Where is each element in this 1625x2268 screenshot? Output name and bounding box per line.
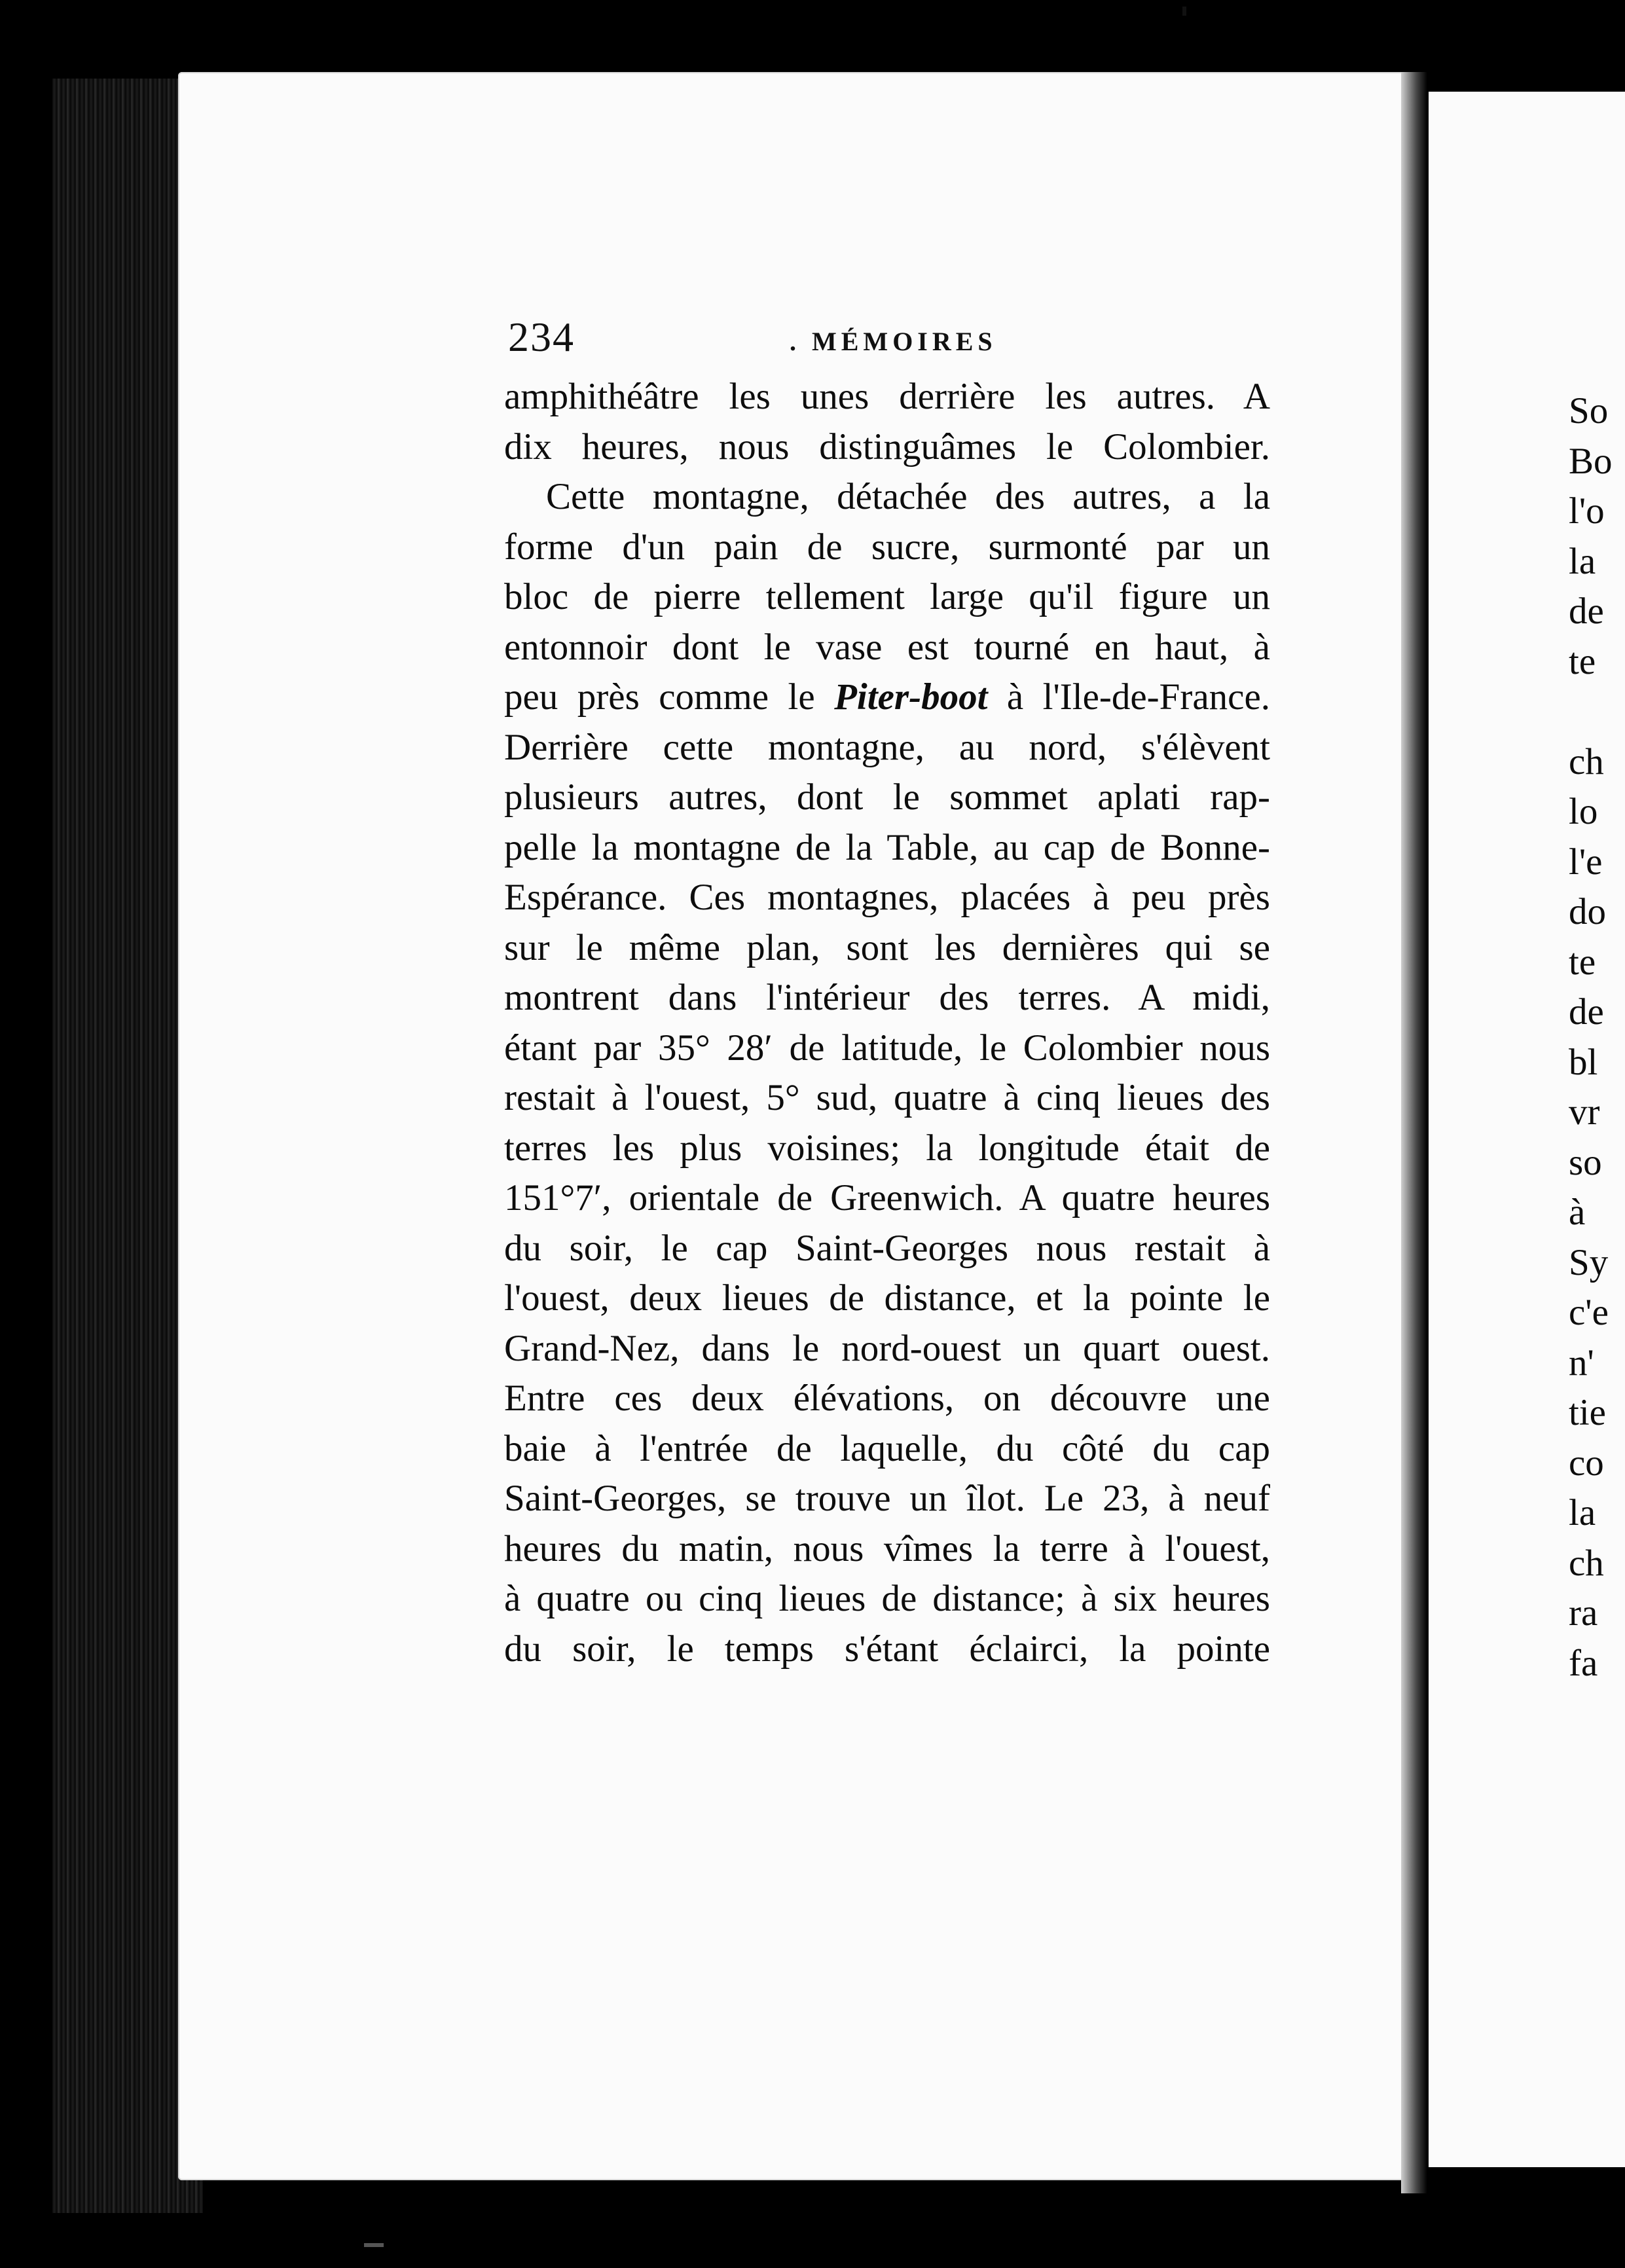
text-line: plusieurs autres, dont le sommet aplati rap- [504, 777, 1270, 818]
fragment-line: co [1569, 1442, 1604, 1484]
text-line: du soir, le temps s'étant éclairci, la pointe [504, 1628, 1270, 1670]
text-line-with-italic [504, 672, 1270, 723]
text-line: Entre ces deux élévations, on découvre une [504, 1378, 1270, 1419]
text-line: à quatre ou cinq lieues de distance; à six heures [504, 1578, 1270, 1619]
fragment-line: vr [1569, 1091, 1600, 1133]
fragment-line: so [1569, 1141, 1602, 1183]
text-segment: peu près comme le [504, 676, 835, 718]
text-line: dix heures, nous distinguâmes le Colombier. [504, 426, 1270, 467]
fragment-line: la [1569, 540, 1596, 582]
fragment-line: n' [1569, 1342, 1594, 1383]
fragment-line: c'e [1569, 1292, 1609, 1333]
text-line: amphithéâtre les unes derrière les autres. A [504, 376, 1270, 417]
text-line: forme d'un pain de sucre, surmonté par un [504, 526, 1270, 568]
text-line: du soir, le cap Saint-Georges nous restait à [504, 1227, 1270, 1269]
scan-speck [1182, 7, 1186, 16]
text-line: Saint-Georges, se trouve un îlot. Le 23, à neuf [504, 1478, 1270, 1519]
fragment-line: l'o [1569, 490, 1605, 532]
text-line: terres les plus voisines; la longitude était de [504, 1127, 1270, 1169]
text-line: restait à l'ouest, 5° sud, quatre à cinq lieues des [504, 1077, 1270, 1118]
fragment-line: bl [1569, 1041, 1598, 1083]
fragment-line: de [1569, 991, 1604, 1033]
text-line: 151°7′, orientale de Greenwich. A quatre heures [504, 1177, 1270, 1218]
text-line: Cette montagne, détachée des autres, a la [546, 476, 1270, 517]
text-line: montrent dans l'intérieur des terres. A midi, [504, 977, 1270, 1018]
text-line: baie à l'entrée de laquelle, du côté du cap [504, 1427, 1270, 1469]
text-line: étant par 35° 28′ de latitude, le Colombier nous [504, 1027, 1270, 1069]
fragment-line: ch [1569, 1542, 1604, 1584]
fragment-line: à [1569, 1192, 1586, 1233]
fragment-line: So [1569, 390, 1609, 431]
text-line: bloc de pierre tellement large qu'il figure un [504, 576, 1270, 617]
text-line: heures du matin, nous vîmes la terre à l'ouest, [504, 1527, 1270, 1569]
fragment-line: te [1569, 640, 1596, 682]
text-line: l'ouest, deux lieues de distance, et la pointe le [504, 1277, 1270, 1319]
fragment-line: la [1569, 1492, 1596, 1533]
text-line: sur le même plan, sont les dernières qui se [504, 926, 1270, 968]
running-head [508, 313, 1275, 372]
text-segment: à l'Ile-de-France. [987, 676, 1270, 718]
text-line: Espérance. Ces montagnes, placées à peu près [504, 877, 1270, 918]
scan-speck [364, 2243, 384, 2247]
text-line: entonnoir dont le vase est tourné en haut, à [504, 626, 1270, 668]
fragment-line: fa [1569, 1642, 1598, 1684]
fragment-line: ra [1569, 1592, 1598, 1634]
fragment-line: ch [1569, 741, 1604, 782]
blank-line [1569, 687, 1621, 737]
fragment-line: Sy [1569, 1241, 1609, 1283]
text-line: Grand-Nez, dans le nord-ouest un quart ouest. [504, 1327, 1270, 1369]
italic-phrase: Piter-boot [834, 676, 988, 718]
fragment-line: lo [1569, 791, 1598, 832]
body-text [504, 372, 1270, 1674]
text-line: pelle la montagne de la Table, au cap de Bonne- [504, 826, 1270, 868]
page-gutter [1401, 72, 1427, 2193]
page-number: 234 [508, 314, 575, 360]
fragment-line: tie [1569, 1392, 1606, 1433]
fragment-line: Bo [1569, 440, 1613, 482]
fragment-line: l'e [1569, 841, 1603, 883]
text-line: Derrière cette montagne, au nord, s'élèvent [504, 726, 1270, 768]
fragment-line: de [1569, 591, 1604, 632]
running-title: . MÉMOIRES [790, 327, 997, 356]
fragment-line: te [1569, 941, 1596, 983]
right-page-fragments [1569, 386, 1621, 1689]
fragment-line: do [1569, 891, 1606, 932]
